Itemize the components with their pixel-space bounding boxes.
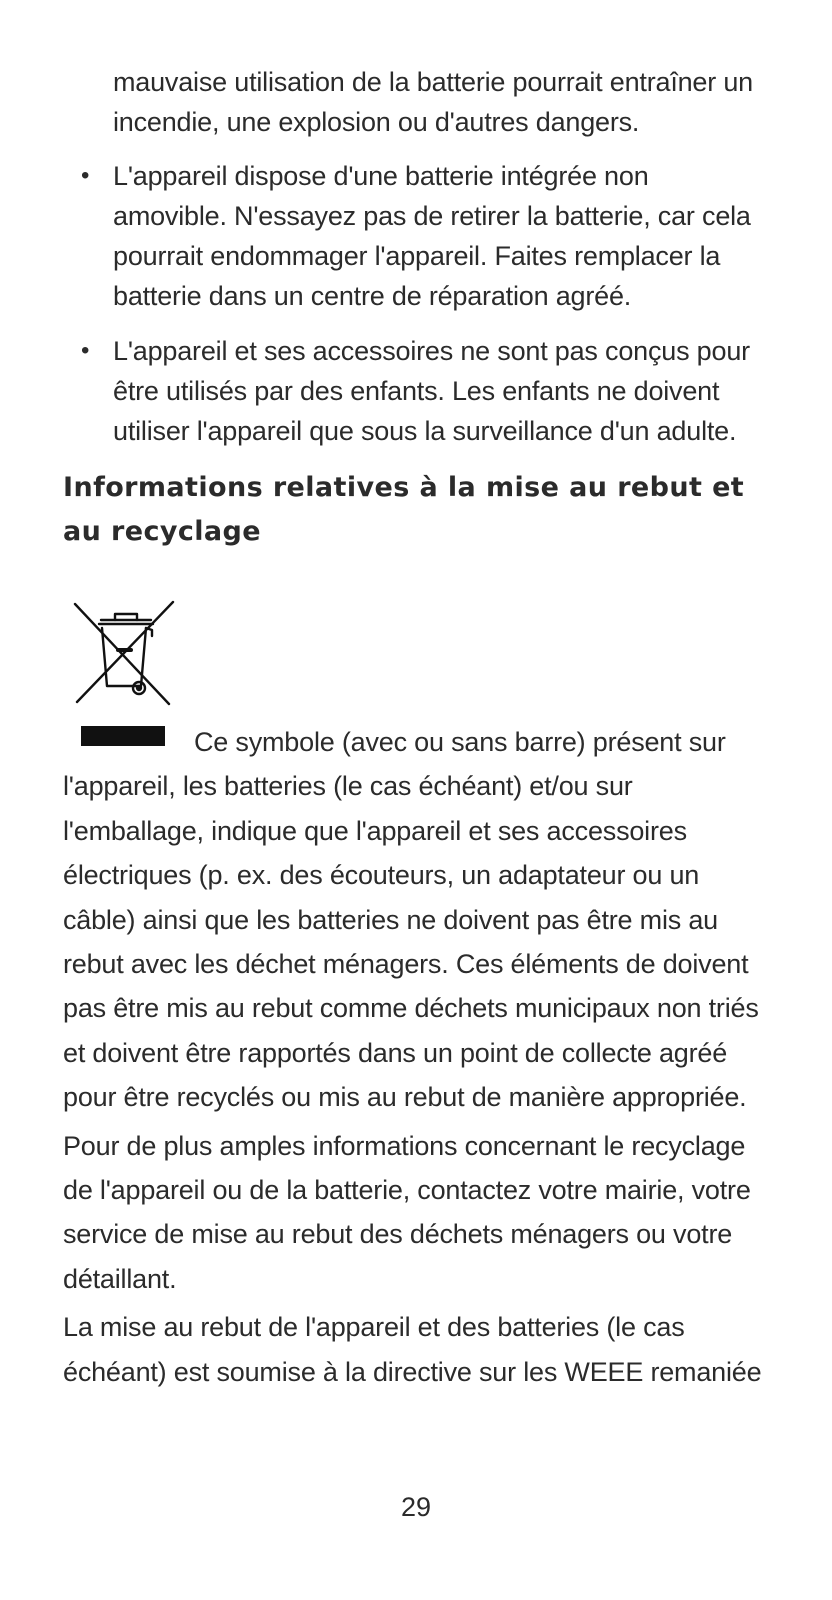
weee-underline-bar: [81, 726, 165, 746]
list-item: [63, 331, 763, 451]
bullet-text: L'appareil dispose d'une batterie intégrée non amovible. N'essayez pas de retirer la batterie, car cela pourrait endommager l'appareil. Faites remplacer la batterie dans un centre de réparation agréé.: [113, 161, 751, 311]
section-heading: Informations relatives à la mise au rebut et au recyclage: [63, 472, 745, 547]
body-paragraph: Pour de plus amples informations concernant le recyclage de l'appareil ou de la batterie, contactez votre mairie, votre service de mise au rebut des déchets ménagers ou votre détaillant.: [63, 1130, 751, 1294]
list-item: [63, 156, 763, 316]
bullet-marker: •: [81, 337, 90, 364]
bullet-marker: •: [81, 162, 90, 189]
bullet-list: [63, 156, 763, 451]
body-paragraph: La mise au rebut de l'appareil et des batteries (le cas échéant) est soumise à la directive sur les WEEE remaniée: [63, 1312, 762, 1387]
crossed-out-wheelie-bin-icon: [71, 598, 177, 708]
bullet-text: L'appareil et ses accessoires ne sont pas conçus pour être utilisés par des enfants. Les enfants ne doivent utiliser l'appareil que sous la surveillance d'un adulte.: [113, 336, 750, 446]
body-paragraph: Ce symbole (avec ou sans barre) présent sur l'appareil, les batteries (le cas échéant) et/ou sur l'emballage, indique que l'appareil et ses accessoires électriques (p. ex. des écouteurs, un adaptateur ou un câble) ainsi que les batteries ne doivent pas être mis au rebut avec les déchet ménagers. Ces éléments de doivent pas être mis au rebut comme déchets municipaux non triés et doivent être rapportés dans un point de collecte agréé pour être recyclés ou mis au rebut de manière appropriée.: [63, 727, 759, 1113]
page-number: 29: [400, 1492, 432, 1522]
continued-paragraph: mauvaise utilisation de la batterie pourrait entraîner un incendie, une explosion ou d'autres dangers.: [113, 67, 753, 137]
weee-symbol: [63, 598, 763, 758]
document-page: [63, 62, 763, 1394]
